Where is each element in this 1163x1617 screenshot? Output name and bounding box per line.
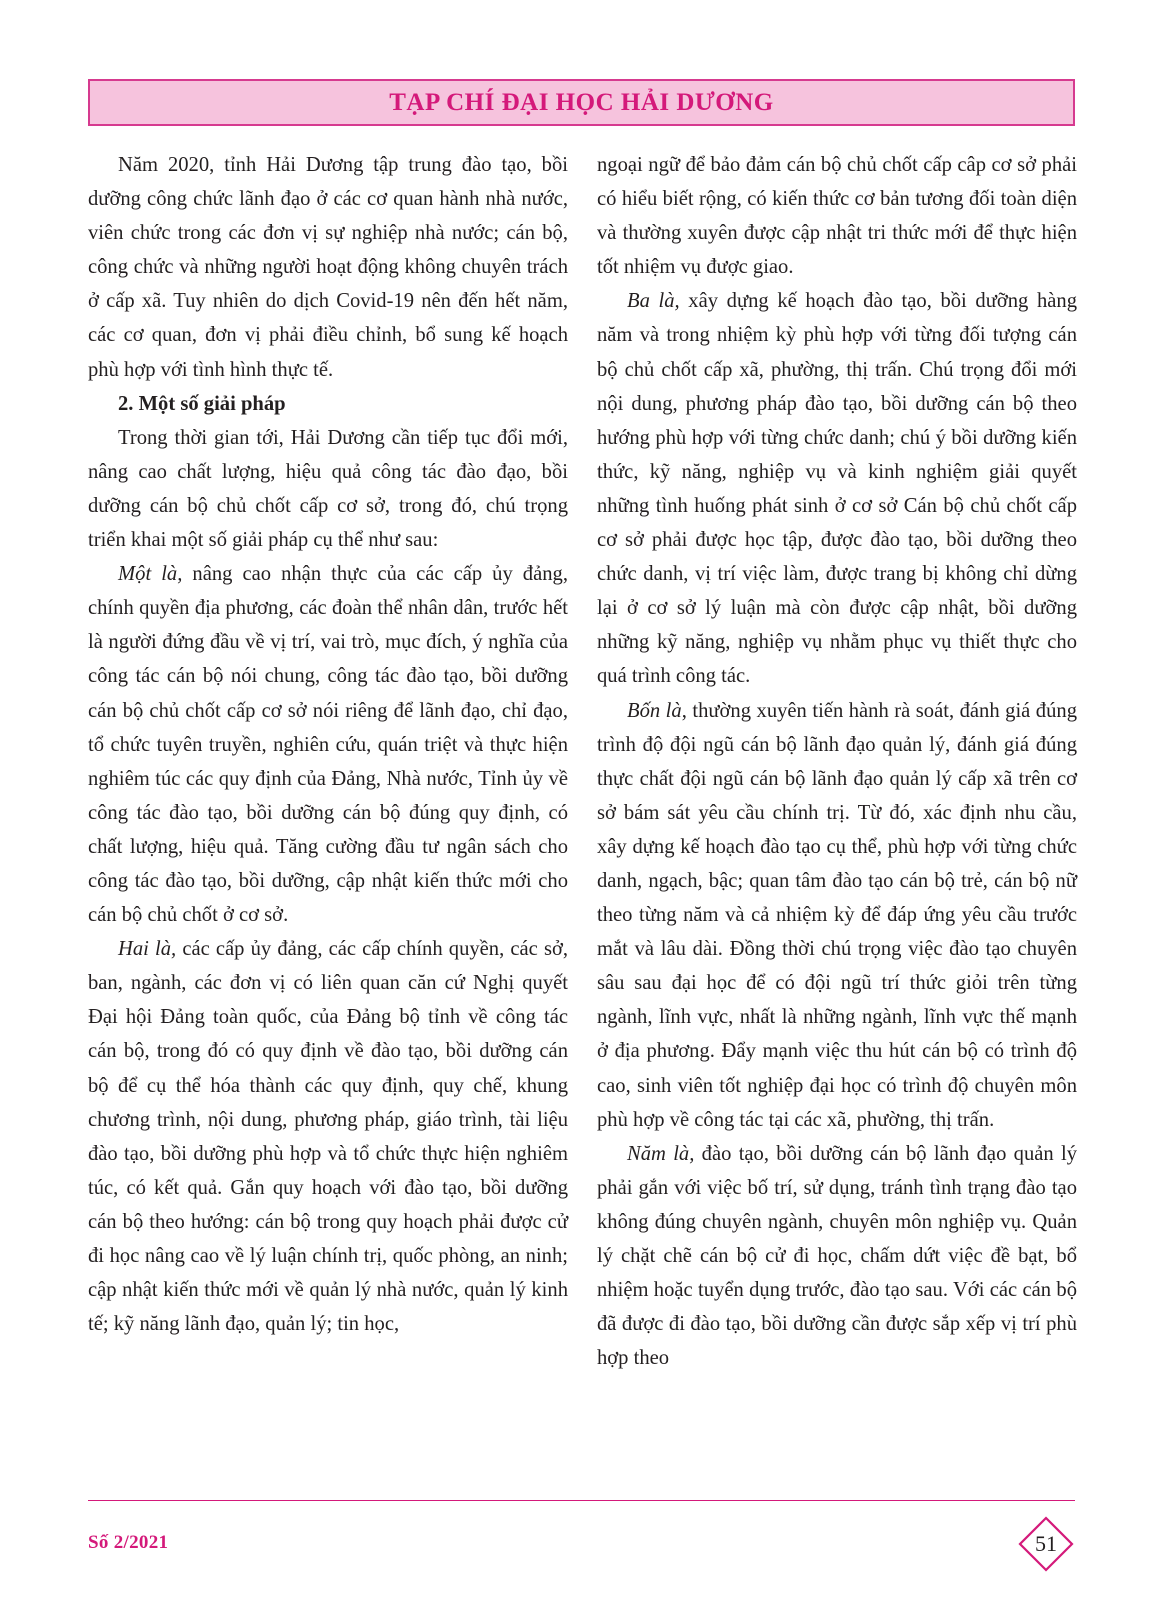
journal-title: TẠP CHÍ ĐẠI HỌC HẢI DƯƠNG <box>389 88 774 116</box>
header-banner <box>88 79 1075 126</box>
section-heading: 2. Một số giải pháp <box>118 392 286 415</box>
paragraph-continued: ngoại ngữ để bảo đảm cán bộ chủ chốt cấp câp cơ sở phải có hiểu biết rộng, có kiến thức cơ bản tương đối toàn diện và thường xuyên được cập nhật tri thức mới để thực hiện tốt nhiệm vụ được giao. <box>597 154 1077 279</box>
paragraph <box>88 557 568 932</box>
right-column <box>597 148 1077 1375</box>
footer-divider <box>88 1500 1075 1501</box>
paragraph-lead: Bốn là <box>627 699 682 722</box>
paragraph <box>597 1137 1077 1376</box>
paragraph-body: nâng cao nhận thực của các cấp ủy đảng, chính quyền địa phương, các đoàn thể nhân dân, trước hết là người đứng đầu về vị trí, vai trò, mục đích, ý nghĩa của công tác cán bộ nói chung, công tác đào tạo, bồi dưỡng cán bộ chủ chốt cấp cơ sở nói riêng để lãnh đạo, chỉ đạo, tổ chức tuyên truyền, nghiên cứu, quán triệt và thực hiện nghiêm túc các quy định của Đảng, Nhà nước, Tỉnh ủy về công tác đào tạo, bồi dưỡng cán bộ đúng quy định, có chất lượng, hiệu quả. Tăng cường đầu tư ngân sách cho công tác đào tạo, bồi dưỡng, cập nhật kiến thức mới cho cán bộ chủ chốt ở cơ sở. <box>88 563 568 927</box>
paragraph-body: , thường xuyên tiến hành rà soát, đánh giá đúng trình độ đội ngũ cán bộ lãnh đạo quản lý, đánh giá đúng thực chất đội ngũ cán bộ lãnh đạo quản lý cấp xã trên cơ sở bám sát yêu cầu chính trị. Từ đó, xác định nhu cầu, xây dựng kế hoạch đào tạo cụ thể, phù hợp với từng chức danh, ngạch, bậc; quan tâm đào tạo cán bộ trẻ, cán bộ nữ theo từng năm và cả nhiệm kỳ để đáp ứng yêu cầu trước mắt và lâu dài. Đồng thời chú trọng việc đào tạo chuyên sâu sau đại học để có đội ngũ trí thức giỏi trên từng ngành, lĩnh vực, nhất là những ngành, lĩnh vực thế mạnh ở địa phương. Đẩy mạnh việc thu hút cán bộ có trình độ cao, sinh viên tốt nghiệp đại học có trình độ chuyên môn phù hợp về công tác tại các xã, phường, thị trấn. <box>597 699 1077 1131</box>
paragraph-lead: Năm là, <box>627 1142 695 1165</box>
paragraph-body: các cấp ủy đảng, các cấp chính quyền, các sở, ban, ngành, các đơn vị có liên quan căn cứ Nghị quyết Đại hội Đảng toàn quốc, của Đảng bộ tỉnh về công tác cán bộ, trong đó có quy định về đào tạo, bồi dưỡng cán bộ để cụ thể hóa thành các quy định, quy chế, khung chương trình, nội dung, phương pháp, giáo trình, tài liệu đào tạo, bồi dưỡng phù hợp và tổ chức thực hiện nghiêm túc, có kết quả. Gắn quy hoạch với đào tạo, bồi dưỡng cán bộ theo hướng: cán bộ trong quy hoạch phải được cử đi học nâng cao về lý luận chính trị, quốc phòng, an ninh; cập nhật kiến thức mới về quản lý nhà nước, quản lý kinh tế; kỹ năng lãnh đạo, quản lý; tin học, <box>88 938 568 1336</box>
paragraph <box>597 694 1077 1137</box>
paragraph-lead: Ba là, <box>627 290 680 313</box>
paragraph-lead: Hai là, <box>118 938 177 961</box>
paragraph: Năm 2020, tỉnh Hải Dương tập trung đào tạo, bồi dưỡng công chức lãnh đạo ở các cơ quan hành nhà nước, viên chức trong các đơn vị sự nghiệp nhà nước; cán bộ, công chức và những người hoạt động không chuyên trách ở cấp xã. Tuy nhiên do dịch Covid-19 nên đến hết năm, các cơ quan, đơn vị phải điều chỉnh, bổ sung kế hoạch phù hợp với tình hình thực tế. <box>88 154 568 381</box>
paragraph <box>88 932 568 1341</box>
left-column <box>88 148 568 1341</box>
paragraph-lead: Một là, <box>118 563 183 586</box>
paragraph: Trong thời gian tới, Hải Dương cần tiếp tục đổi mới, nâng cao chất lượng, hiệu quả công tác đào đạo, bồi dưỡng cán bộ chủ chốt cấp cơ sở, trong đó, chú trọng triển khai một số giải pháp cụ thể như sau: <box>88 426 568 552</box>
page-number-badge <box>1018 1516 1074 1572</box>
paragraph-body: xây dựng kế hoạch đào tạo, bồi dưỡng hàng năm và trong nhiệm kỳ phù hợp với từng đối tượng cán bộ chủ chốt cấp xã, phường, thị trấn. Chú trọng đổi mới nội dung, phương pháp đào tạo, bồi dưỡng cán bộ theo hướng phù hợp với từng chức danh; chú ý bồi dưỡng kiến thức, kỹ năng, nghiệp vụ và kinh nghiệm giải quyết những tình huống phát sinh ở cơ sở Cán bộ chủ chốt cấp cơ sở phải được học tập, được đào tạo, bồi dưỡng theo chức danh, vị trí việc làm, được trang bị không chỉ dừng lại ở cơ sở lý luận mà còn được cập nhật, bồi dưỡng những kỹ năng, nghiệp vụ nhằm phục vụ thiết thực cho quá trình công tác. <box>597 290 1077 688</box>
paragraph <box>597 284 1077 693</box>
issue-number: Số 2/2021 <box>88 1532 169 1553</box>
page-number: 51 <box>1035 1531 1057 1556</box>
paragraph-body: đào tạo, bồi dưỡng cán bộ lãnh đạo quản lý phải gắn với việc bố trí, sử dụng, tránh tình trạng đào tạo không đúng chuyên ngành, chuyên môn nghiệp vụ. Quản lý chặt chẽ cán bộ cử đi học, chấm dứt việc đề bạt, bổ nhiệm hoặc tuyển dụng trước, đào tạo sau. Với các cán bộ đã được đi đào tạo, bồi dưỡng cần được sắp xếp vị trí phù hợp theo <box>597 1142 1077 1370</box>
